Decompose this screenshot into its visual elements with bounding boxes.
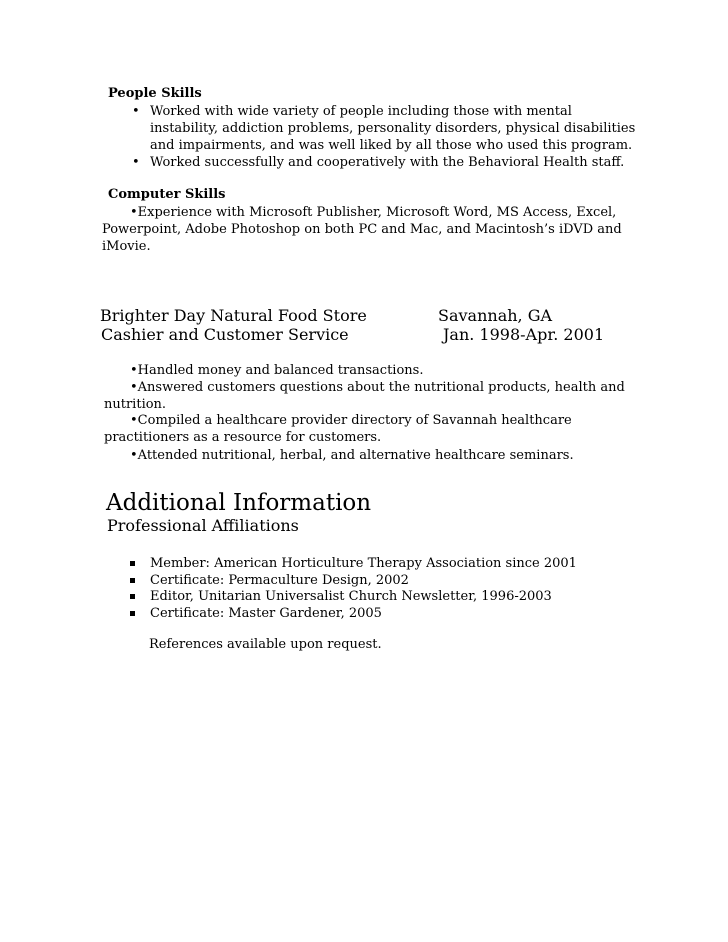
computer-skills-line: •Experience with Microsoft Publisher, Microsoft Word, MS Access, Excel, xyxy=(130,205,617,220)
people-skill-line: and impairments, and was well liked by all those who used this program. xyxy=(150,138,633,153)
employer-name: Brighter Day Natural Food Store xyxy=(100,306,367,325)
job-duty-line: practitioners as a resource for customers. xyxy=(104,430,382,445)
bullet-dot: • xyxy=(132,155,140,170)
job-duty-line: •Answered customers questions about the nutritional products, health and xyxy=(130,380,625,395)
job-duty-line: •Attended nutritional, herbal, and alternative healthcare seminars. xyxy=(130,448,574,463)
affiliation-item: Editor, Unitarian Universalist Church Newsletter, 1996-2003 xyxy=(150,589,552,604)
affiliation-item: Member: American Horticulture Therapy Association since 2001 xyxy=(150,556,577,571)
square-bullet-icon xyxy=(130,611,135,616)
square-bullet-icon xyxy=(130,561,135,566)
computer-skills-heading: Computer Skills xyxy=(108,187,226,202)
job-position: Cashier and Customer Service xyxy=(101,325,349,344)
computer-skills-line: iMovie. xyxy=(102,239,151,254)
job-duty-line: nutrition. xyxy=(104,397,167,412)
job-duty-line: •Handled money and balanced transactions. xyxy=(130,363,424,378)
job-duty-line: •Compiled a healthcare provider directory of Savannah healthcare xyxy=(130,413,572,428)
square-bullet-icon xyxy=(130,578,135,583)
references-note: References available upon request. xyxy=(149,637,382,652)
people-skill-line: instability, addiction problems, personality disorders, physical disabilities xyxy=(150,121,636,136)
square-bullet-icon xyxy=(130,594,135,599)
additional-info-title: Additional Information xyxy=(106,490,372,516)
people-skills-heading: People Skills xyxy=(108,86,202,101)
affiliation-item: Certificate: Master Gardener, 2005 xyxy=(150,606,382,621)
people-skill-line: Worked successfully and cooperatively with the Behavioral Health staff. xyxy=(150,155,625,170)
job-location: Savannah, GA xyxy=(438,306,553,325)
job-dates: Jan. 1998-Apr. 2001 xyxy=(443,325,605,344)
people-skill-line: Worked with wide variety of people including those with mental xyxy=(150,104,572,119)
computer-skills-line: Powerpoint, Adobe Photoshop on both PC and Mac, and Macintosh’s iDVD and xyxy=(102,222,622,237)
bullet-dot: • xyxy=(132,104,140,119)
professional-affiliations-subtitle: Professional Affiliations xyxy=(107,516,299,535)
affiliation-item: Certificate: Permaculture Design, 2002 xyxy=(150,573,409,588)
